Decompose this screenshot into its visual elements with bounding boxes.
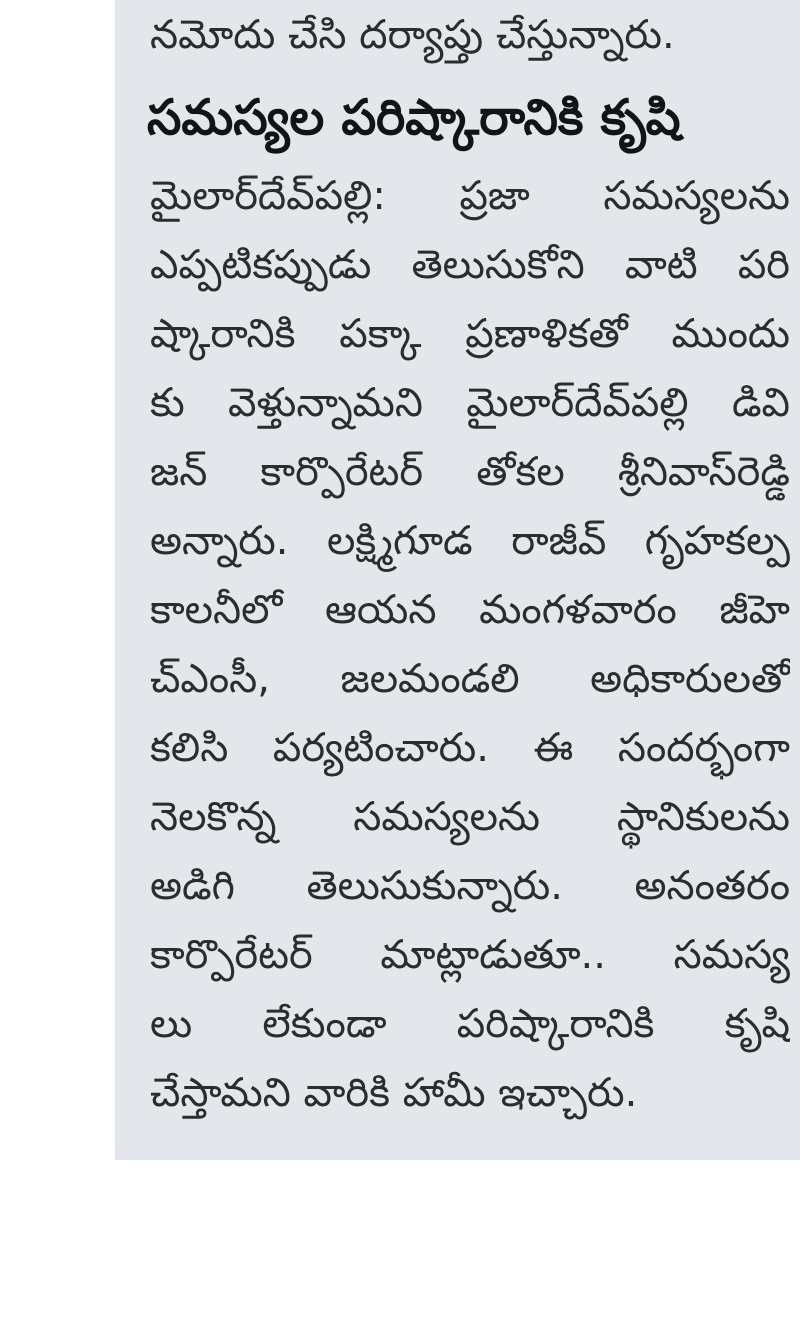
article-body-line: అడిగి తెలుసుకున్నారు. అనంతరం bbox=[150, 863, 790, 909]
article-body bbox=[150, 162, 790, 1128]
article-body-line: కలిసి పర్యటించారు. ఈ సందర్భంగా bbox=[150, 725, 790, 771]
article-body-line: కు వెళ్తున్నామని మైలార్‌దేవ్‌పల్లి డివి bbox=[150, 380, 790, 426]
article-body-line: లు లేకుండా పరిష్కారానికి కృషి bbox=[150, 1001, 790, 1047]
article-body-line: నెలకొన్న సమస్యలను స్థానికులను bbox=[150, 794, 790, 840]
article-body-line: అన్నారు. లక్ష్మిగూడ రాజీవ్ గృహకల్ప bbox=[150, 518, 790, 564]
article-body-line: కాలనీలో ఆయన మంగళవారం జీహె bbox=[150, 587, 790, 633]
article-body-line: కార్పొరేటర్ మాట్లాడుతూ.. సమస్య bbox=[150, 932, 790, 978]
article-body-line: చ్‌ఎంసీ, జలమండలి అధికారులతో bbox=[150, 656, 790, 702]
blank-page-area bbox=[0, 1160, 800, 1337]
newspaper-clipping bbox=[115, 0, 800, 1160]
article-body-last-line: చేస్తామని వారికి హామీ ఇచ్చారు. bbox=[150, 1070, 638, 1116]
article-body-line: ష్కారానికి పక్కా ప్రణాళికతో ముందు bbox=[150, 311, 790, 357]
article-headline: సమస్యల పరిష్కారానికి కృషి bbox=[147, 89, 681, 146]
previous-article-last-line: నమోదు చేసి దర్యాప్తు చేస్తున్నారు. bbox=[150, 12, 675, 58]
article-body-line: జన్ కార్పొరేటర్ తోకల శ్రీనివాస్‌రెడ్డి bbox=[150, 449, 790, 495]
article-body-line: మైలార్‌దేవ్‌పల్లి: ప్రజా సమస్యలను bbox=[150, 173, 790, 219]
article-body-line: ఎప్పటికప్పుడు తెలుసుకోని వాటి పరి bbox=[150, 242, 790, 288]
